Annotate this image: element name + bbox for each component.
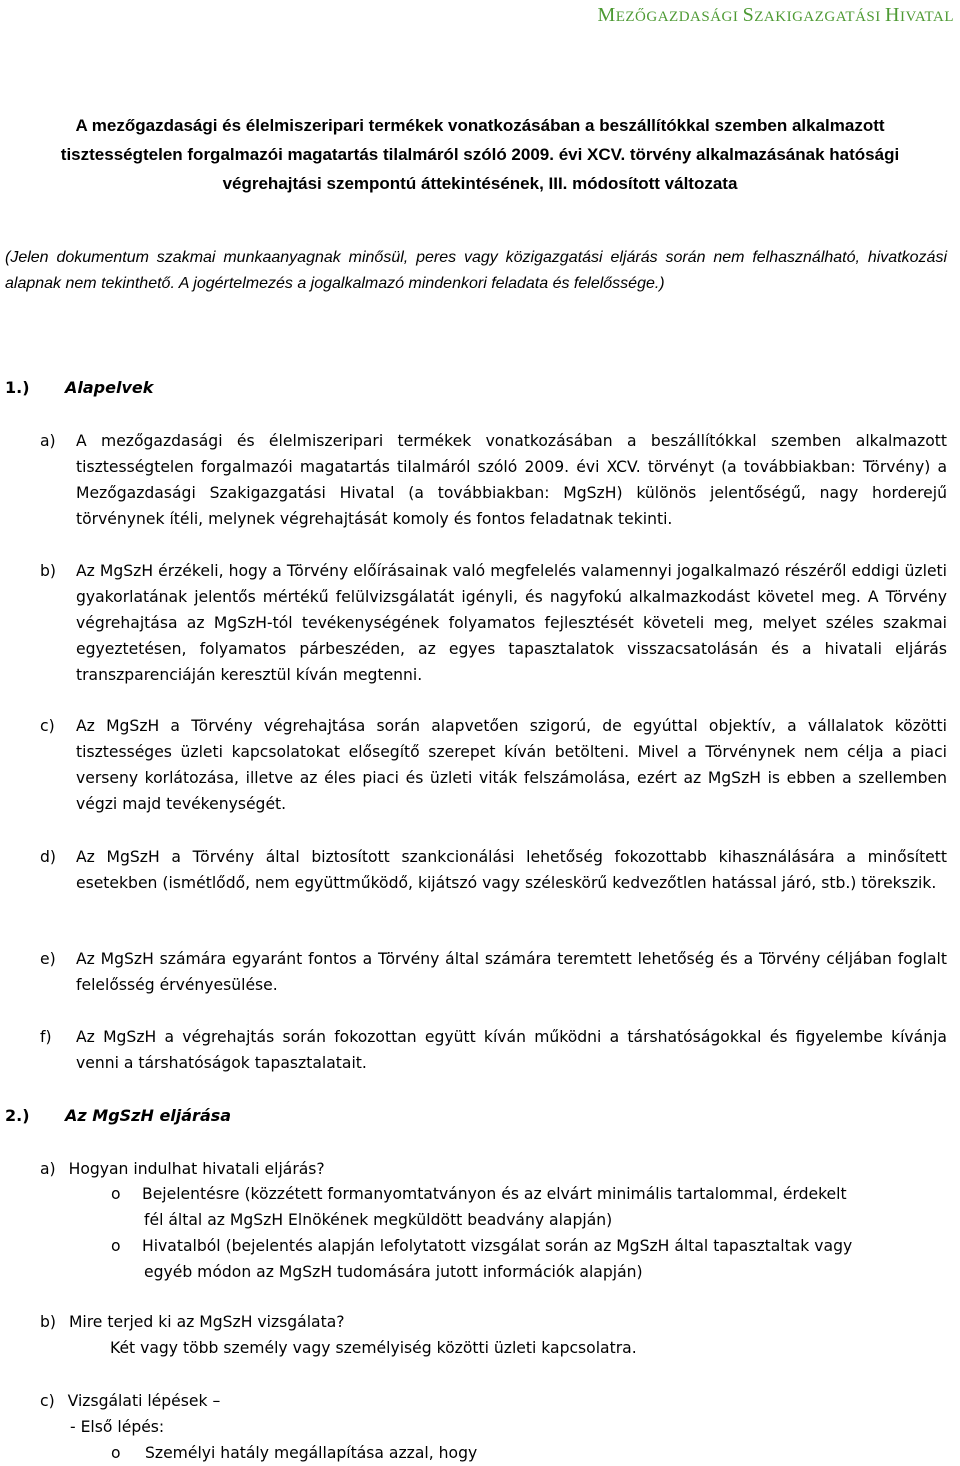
bullet-line: Bejelentésre (közzétett formanyomtatványon és az elvárt minimális tartalommal, érdekelt [142,1185,847,1203]
office-header [597,4,954,27]
bullet-line: egyéb módon az MgSzH tudomására jutott információk alapján) [144,1263,643,1281]
disclaimer: (Jelen dokumentum szakmai munkaanyagnak minősül, peres vagy közigazgatási eljárás során nem felhasználható, hivatkozási alapnak nem tekinthető. A jogértelmezés a jogalkalmazó mindenkori feladata és felelőssége.) [5,249,947,292]
question-label: a) [40,1160,56,1178]
principle-a [40,428,947,532]
principle-label: e) [40,950,56,968]
bullet-marker: o [111,1185,121,1203]
question-label: c) [40,1392,55,1410]
section-1-heading [5,378,153,397]
title-line-1: A mezőgazdasági és élelmiszeripari termékek vonatkozásában a beszállítókkal szemben alkalmazott [75,116,885,135]
section-2-title: Az MgSzH eljárása [65,1106,232,1125]
principle-label: c) [40,717,55,735]
principle-text: A mezőgazdasági és élelmiszeripari termékek vonatkozásában a beszállítókkal szemben alkalmazott tisztességtelen forgalmazói magatartás tilalmáról szóló 2009. évi XCV. törvényt (a továbbiakban: Törvény) a Mezőgazdasági Szakigazgatási Hivatal (a továbbiakban: MgSzH) különös jelentőségű, nagy horderejű törvénynek ítéli, melynek végrehajtását komoly és fontos feladatnak tekinti. [76,432,947,528]
question-text: Hogyan indulhat hivatali eljárás? [68,1160,325,1178]
principle-label: a) [40,432,56,450]
document-title [30,111,930,198]
section-1-number: 1.) [5,378,30,397]
header-initial-m: M [597,4,616,26]
section-2-number: 2.) [5,1106,30,1125]
bullet-marker: o [111,1444,121,1462]
first-step-label: - Első lépés: [70,1418,165,1436]
question-b-answer: Két vagy több személy vagy személyiség közötti üzleti kapcsolatra. [110,1339,637,1357]
header-word-1: EZŐGAZDASÁGI [615,9,743,25]
procedure-question-b [40,1309,345,1335]
title-line-3: végrehajtási szempontú áttekintésének, III. módosított változata [222,174,738,193]
header-initial-h: H [885,4,900,26]
principle-d [40,844,947,896]
section-2-heading [5,1106,231,1125]
principle-text: Az MgSzH érzékeli, hogy a Törvény előírásainak való megfelelés valamennyi jogalkalmazó részéről eddigi üzleti gyakorlatának jelentős mértékű felülvizsgálatát igényli, és nagyfokú alkalmazkodást követel meg. A Törvény végrehajtása az MgSzH-tól tevékenységének folyamatos fejlesztését követeli meg, melyet széles szakmai egyeztetésen, folyamatos párbeszéden, az egyes tapasztalatok visszacsatolásán és a hivatali eljárás transzparenciáján keresztül kíván megtenni. [76,562,947,684]
header-initial-s: S [742,4,755,26]
principle-label: b) [40,562,56,580]
principle-f [40,1024,947,1076]
principle-text: Az MgSzH számára egyaránt fontos a Törvény által számára teremtett lehetőség és a Törvény céljában foglalt felelősség érvényesülése. [76,950,947,994]
question-label: b) [40,1313,56,1331]
principle-label: f) [40,1028,52,1046]
header-word-2: ZAKIGAZGATÁSI [754,9,886,25]
question-text: Mire terjed ki az MgSzH vizsgálata? [68,1313,345,1331]
bullet-line: Személyi hatály megállapítása azzal, hogy [145,1444,478,1462]
principle-b [40,558,947,688]
header-word-3: IVATAL [899,9,954,25]
bullet-line: fél által az MgSzH Elnökének megküldött beadvány alapján) [144,1211,613,1229]
principle-e [40,946,947,998]
question-text: Vizsgálati lépések – [67,1392,221,1410]
section-1-title: Alapelvek [65,378,154,397]
procedure-question-a [40,1156,325,1182]
procedure-question-c [40,1388,220,1414]
title-line-2: tisztességtelen forgalmazói magatartás tilalmáról szóló 2009. évi XCV. törvény alkalmazásának hatósági [60,145,900,164]
principle-text: Az MgSzH a végrehajtás során fokozottan együtt kíván működni a társhatóságokkal és figyelembe kívánja venni a társhatóságok tapasztalatait. [76,1028,947,1072]
principle-text: Az MgSzH a Törvény által biztosított szankcionálási lehetőség fokozottabb kihasználására a minősített esetekben (ismétlődő, nem együttműködő, kijátszó vagy széleskörű kedvezőtlen hatással járó, stb.) törekszik. [76,848,947,892]
bullet-line: Hivatalból (bejelentés alapján lefolytatott vizsgálat során az MgSzH által tapasztaltak vagy [142,1237,853,1255]
bullet-marker: o [111,1237,121,1255]
principle-c [40,713,947,817]
principle-label: d) [40,848,56,866]
principle-text: Az MgSzH a Törvény végrehajtása során alapvetően szigorú, de egyúttal objektív, a vállalatok közötti tisztességes üzleti kapcsolatokat elősegítő szerepet kíván betölteni. Mivel a Törvénynek nem célja a piaci verseny korlátozása, illetve az éles piaci és üzleti viták felszámolása, ezért az MgSzH is ebben a szellemben végzi majd tevékenységét. [76,717,947,813]
